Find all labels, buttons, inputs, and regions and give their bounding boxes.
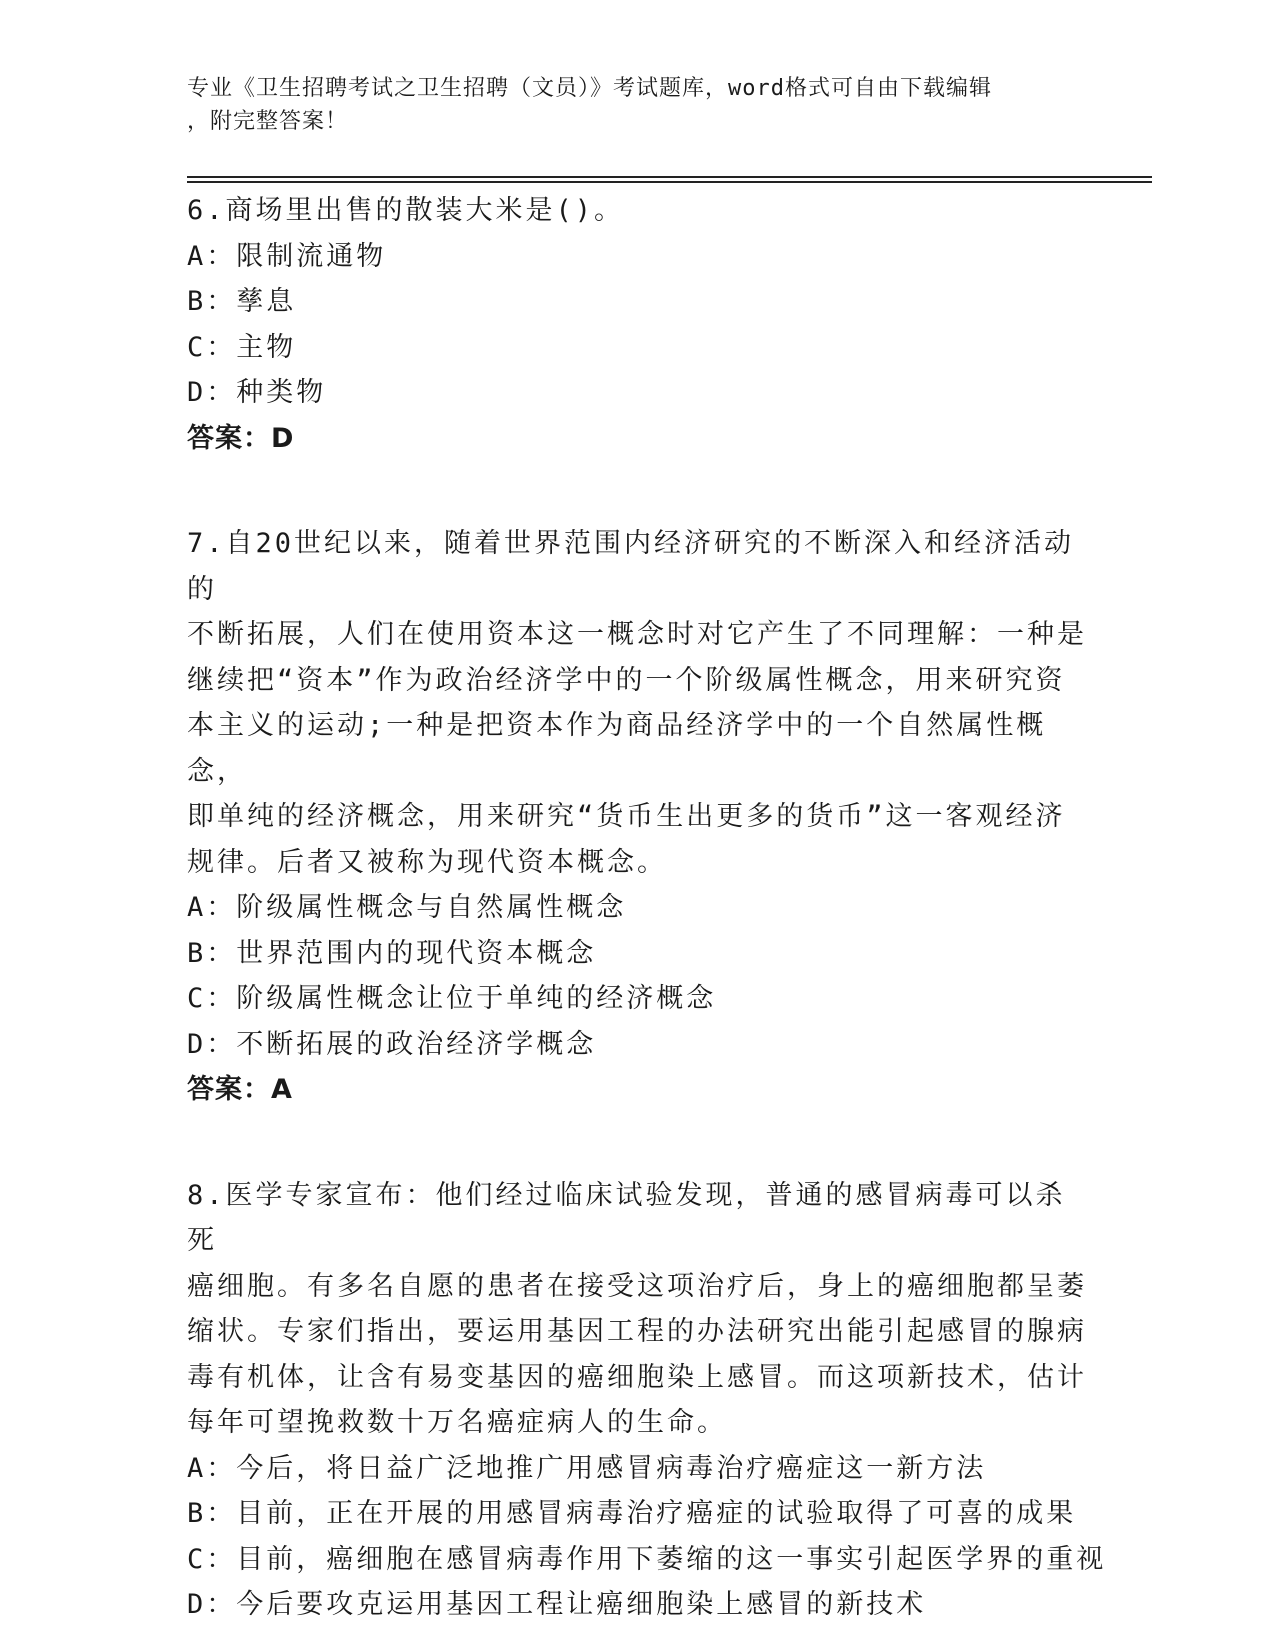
option-b: B：目前，正在开展的用感冒病毒治疗癌症的试验取得了可喜的成果: [187, 1498, 1077, 1529]
question-stem-line: 即单纯的经济概念，用来研究“货币生出更多的货币”这一客观经济: [187, 801, 1066, 832]
answer: 答案：A: [187, 1074, 293, 1105]
question-stem-line: 规律。后者又被称为现代资本概念。: [187, 846, 667, 878]
question-stem-line: 毒有机体，让含有易变基因的癌细胞染上感冒。而这项新技术，估计: [187, 1361, 1087, 1393]
answer: 答案：D: [187, 422, 295, 454]
option-b: B：孳息: [187, 286, 297, 317]
question-stem: 6.商场里出售的散装大米是()。: [187, 195, 625, 226]
question-6: [187, 188, 1087, 461]
question-stem-line: 本主义的运动;一种是把资本作为商品经济学中的一个自然属性概念，: [187, 710, 1047, 787]
header-divider-bottom: [187, 181, 1152, 183]
question-list: [187, 188, 1107, 1628]
option-a: A：阶级属性概念与自然属性概念: [187, 892, 627, 923]
question-stem-line: 继续把“资本”作为政治经济学中的一个阶级属性概念，用来研究资: [187, 664, 1066, 696]
option-c: C：主物: [187, 331, 297, 363]
spacer: [187, 1113, 1087, 1173]
question-7: [187, 521, 1087, 1113]
question-stem-line: 每年可望挽救数十万名癌症病人的生命。: [187, 1407, 727, 1438]
option-d: D：今后要攻克运用基因工程让癌细胞染上感冒的新技术: [187, 1589, 927, 1620]
header-line-1: 专业《卫生招聘考试之卫生招聘（文员）》考试题库，word格式可自由下载编辑: [187, 76, 992, 101]
question-stem-line: 不断拓展，人们在使用资本这一概念时对它产生了不同理解：一种是: [187, 619, 1087, 650]
question-stem-line: 缩状。专家们指出，要运用基因工程的办法研究出能引起感冒的腺病: [187, 1316, 1087, 1347]
option-d: D：种类物: [187, 377, 327, 408]
document-header: [187, 72, 1067, 138]
question-8: [187, 1173, 1107, 1628]
option-c: C：阶级属性概念让位于单纯的经济概念: [187, 983, 717, 1014]
question-stem-line: 7.自20世纪以来，随着世界范围内经济研究的不断深入和经济活动的: [187, 528, 1075, 605]
option-a: A：限制流通物: [187, 240, 387, 272]
header-divider-top: [187, 176, 1152, 178]
question-stem-line: 8.医学专家宣布：他们经过临床试验发现，普通的感冒病毒可以杀死: [187, 1179, 1066, 1256]
question-stem-line: 癌细胞。有多名自愿的患者在接受这项治疗后，身上的癌细胞都呈萎: [187, 1270, 1087, 1302]
option-a: A：今后，将日益广泛地推广用感冒病毒治疗癌症这一新方法: [187, 1452, 987, 1484]
option-d: D：不断拓展的政治经济学概念: [187, 1028, 597, 1060]
option-c: C：目前，癌细胞在感冒病毒作用下萎缩的这一事实引起医学界的重视: [187, 1543, 1107, 1575]
spacer: [187, 461, 1087, 521]
header-line-2: ，附完整答案！: [187, 109, 349, 134]
option-b: B：世界范围内的现代资本概念: [187, 937, 597, 969]
